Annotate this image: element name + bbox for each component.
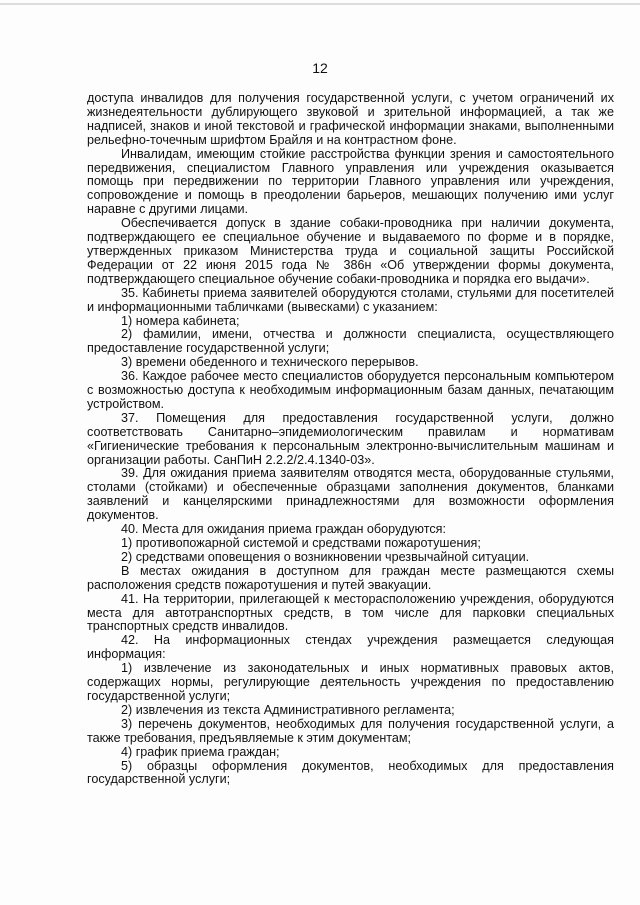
paragraph: 1) извлечение из законодательных и иных нормативных правовых актов, содержащих нормы, регулирующие деятельность учреждения по предоставлению государственной услуги; [87,661,614,703]
paragraph: 2) извлечения из текста Административного регламента; [121,702,455,717]
page-number: 12 [312,60,328,76]
paragraph: Инвалидам, имеющим стойкие расстройства функции зрения и самостоятельного передвижения, специалистом Главного управления или учреждения оказывается помощь при передвижении по территории Главного управления или учреждения, сопровождение и помощь в преодолении барьеров, мешающих получению ими услуг наравне с другими лицами. [87,146,614,217]
paragraph: 4) график приема граждан; [121,744,280,759]
paragraph: 2) средствами оповещения о возникновении чрезвычайной ситуации. [121,549,530,564]
paragraph: 36. Каждое рабочее место специалистов оборудуется персональным компьютером с возможностью доступа к необходимым информационным базам данных, печатающим устройством. [87,369,614,411]
paragraph: 40. Места для ожидания приема граждан оборудуются: [121,522,446,537]
paragraph: 1) номера кабинета; [121,313,240,328]
paragraph: 3) времени обеденного и технического перерывов. [121,355,419,370]
paragraph: 35. Кабинеты приема заявителей оборудуются столами, стульями для посетителей и информационными табличками (вывесками) с указанием: [87,285,614,314]
document-body [87,92,614,787]
paragraph: 3) перечень документов, необходимых для получения государственной услуги, а также требования, предъявляемые к этим документам; [87,716,614,745]
paragraph: 41. На территории, прилегающей к месторасположению учреждения, оборудуются места для автотранспортных средств, в том числе для парковки специальных транспортных средств инвалидов. [87,591,614,634]
paragraph: Обеспечивается допуск в здание собаки-проводника при наличии документа, подтверждающего ее специальное обучение и выдаваемого по форме и в порядке, утвержденных приказом Министерства труда и социальной защиты Российской Федерации от 22 июня 2015 года № 386н «Об утверждении формы документа, подтверждающего специальное обучение собаки-проводника и порядка его выдачи». [87,216,614,286]
paragraph: 5) образцы оформления документов, необходимых для предоставления государственной услуги; [87,758,614,787]
paragraph: доступа инвалидов для получения государственной услуги, с учетом ограничений их жизнедеятельности дублирующего звуковой и зрительной информацией, а так же надписей, знаков и иной текстовой и графической информации знаками, выполненными рельефно-точечным шрифтом Брайля и на контрастном фоне. [87,91,614,147]
paragraph: 1) противопожарной системой и средствами пожаротушения; [121,536,481,550]
paragraph: В местах ожидания в доступном для граждан месте размещаются схемы расположения средств пожаротушения и путей эвакуации. [87,563,614,592]
scan-artifact [0,3,640,5]
paragraph: 2) фамилии, имени, отчества и должности специалиста, осуществляющего предоставление государственной услуги; [87,327,614,356]
paragraph: 42. На информационных стендах учреждения размещается следующая информация: [87,633,614,662]
paragraph: 37. Помещения для предоставления государственной услуги, должно соответствовать Санитарно–эпидемиологическим правилам и нормативам «Гигиенические требования к персональным электронно-вычислительным машинам и организации работы. СанПиН 2.2.2/2.4.1340-03». [87,410,614,467]
paragraph: 39. Для ожидания приема заявителям отводятся места, оборудованные стульями, столами (стойками) и обеспеченные образцами заполнения документов, бланками заявлений и канцелярскими принадлежностями для возможности оформления документов. [87,466,614,523]
